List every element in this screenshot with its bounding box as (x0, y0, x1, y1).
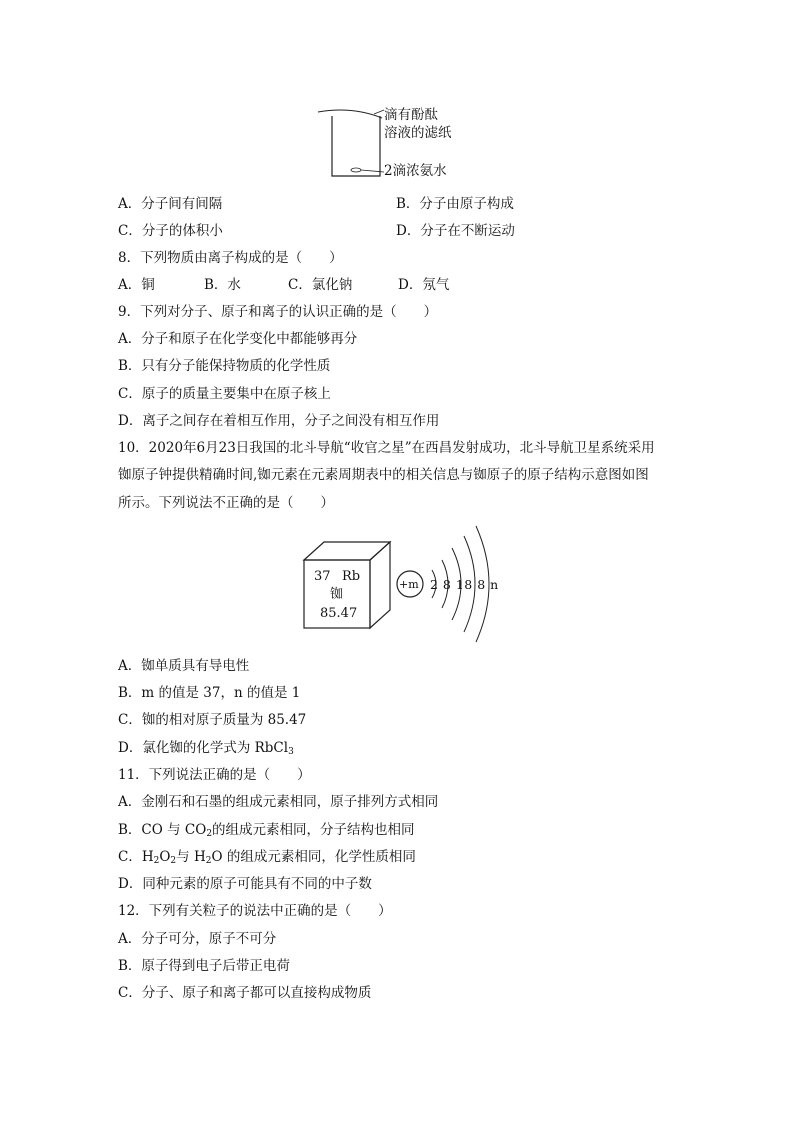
q10-stem-2: 铷原子钟提供精确时间,铷元素在元素周期表中的相关信息与铷原子的原子结构示意图如图 (118, 467, 649, 483)
figure-label-ammonia: 2滴浓氨水 (384, 163, 447, 179)
q10-stem-1: 10．2020年6月23日我国的北斗导航“收官之星”在西昌发射成功，北斗导航卫星系统采用 (118, 440, 655, 456)
q10-option-b: B．m 的值是 37，n 的值是 1 (118, 685, 301, 701)
q11-option-a: A．金刚石和石墨的组成元素相同，原子排列方式相同 (118, 794, 439, 810)
q10-option-c: C．铷的相对原子质量为 85.47 (118, 712, 307, 728)
q10-stem-3: 所示。下列说法不正确的是（ ） (118, 495, 334, 511)
q7-option-b: B．分子由原子构成 (396, 196, 514, 212)
nucleus-label: +m (399, 578, 419, 591)
ammonia-drop (351, 168, 361, 172)
q11-c-sub-3: 2 (205, 856, 212, 866)
q9-option-b: B．只有分子能保持物质的化学性质 (118, 358, 331, 374)
element-mass: 85.47 (320, 606, 358, 621)
q11-stem: 11．下列说法正确的是（ ） (118, 767, 311, 783)
beaker-outline (332, 116, 380, 176)
q10-option-d-sub: 3 (288, 747, 294, 757)
q11-c-text-1: C．H (118, 849, 154, 865)
q11-c-sub-2: 2 (170, 856, 177, 866)
q12-option-b: B．原子得到电子后带正电荷 (118, 958, 290, 974)
figure-label-paper-1: 滴有酚酞 (384, 107, 438, 123)
q11-b-text-2: 的组成元素相同，分子结构也相同 (212, 822, 415, 838)
q11-b-text-1: B．CO 与 CO (118, 822, 207, 838)
electron-shells-label: 2 8 18 8 n (430, 577, 499, 592)
q8-option-a: A．铜 (118, 277, 155, 293)
paper-pointer (374, 110, 384, 114)
q11-c-sub-1: 2 (153, 856, 160, 866)
q7-option-d: D．分子在不断运动 (396, 223, 515, 239)
filter-paper-line (318, 110, 382, 118)
q11-c-text-3: 与 H (176, 849, 206, 865)
q9-option-d: D．离子之间存在着相互作用，分子之间没有相互作用 (118, 413, 440, 429)
q9-option-c: C．原子的质量主要集中在原子核上 (118, 386, 331, 402)
q11-c-text-4: O 的组成元素相同，化学性质相同 (211, 849, 416, 865)
q8-option-d: D．氖气 (398, 277, 450, 293)
q7-option-a: A．分子间有间隔 (118, 196, 223, 212)
q9-stem: 9．下列对分子、原子和离子的认识正确的是（ ） (118, 304, 438, 320)
q10-option-d-text: D．氯化铷的化学式为 RbCl (118, 740, 289, 756)
q10-option-a: A．铷单质具有导电性 (118, 658, 250, 674)
q12-stem: 12．下列有关粒子的说法中正确的是（ ） (118, 903, 392, 919)
element-number: 37 (314, 569, 331, 584)
q9-option-a: A．分子和原子在化学变化中都能够再分 (118, 331, 358, 347)
q8-option-b: B．水 (204, 277, 241, 293)
q11-option-c (118, 848, 416, 866)
q11-b-sub: 2 (206, 829, 213, 839)
q11-option-b (118, 821, 415, 839)
q12-option-c: C．分子、原子和离子都可以直接构成物质 (118, 985, 372, 1001)
q8-option-c: C．氯化钠 (288, 277, 353, 293)
q10-option-d (118, 739, 294, 757)
q7-option-c: C．分子的体积小 (118, 223, 223, 239)
element-name: 铷 (330, 587, 344, 602)
q11-option-d: D．同种元素的原子可能具有不同的中子数 (118, 876, 372, 892)
figure-label-paper-2: 溶液的滤纸 (384, 125, 452, 141)
q8-stem: 8．下列物质由离子构成的是（ ） (118, 250, 343, 266)
element-symbol: Rb (342, 569, 361, 584)
q11-c-text-2: O (159, 849, 171, 865)
q12-option-a: A．分子可分，原子不可分 (118, 931, 277, 947)
